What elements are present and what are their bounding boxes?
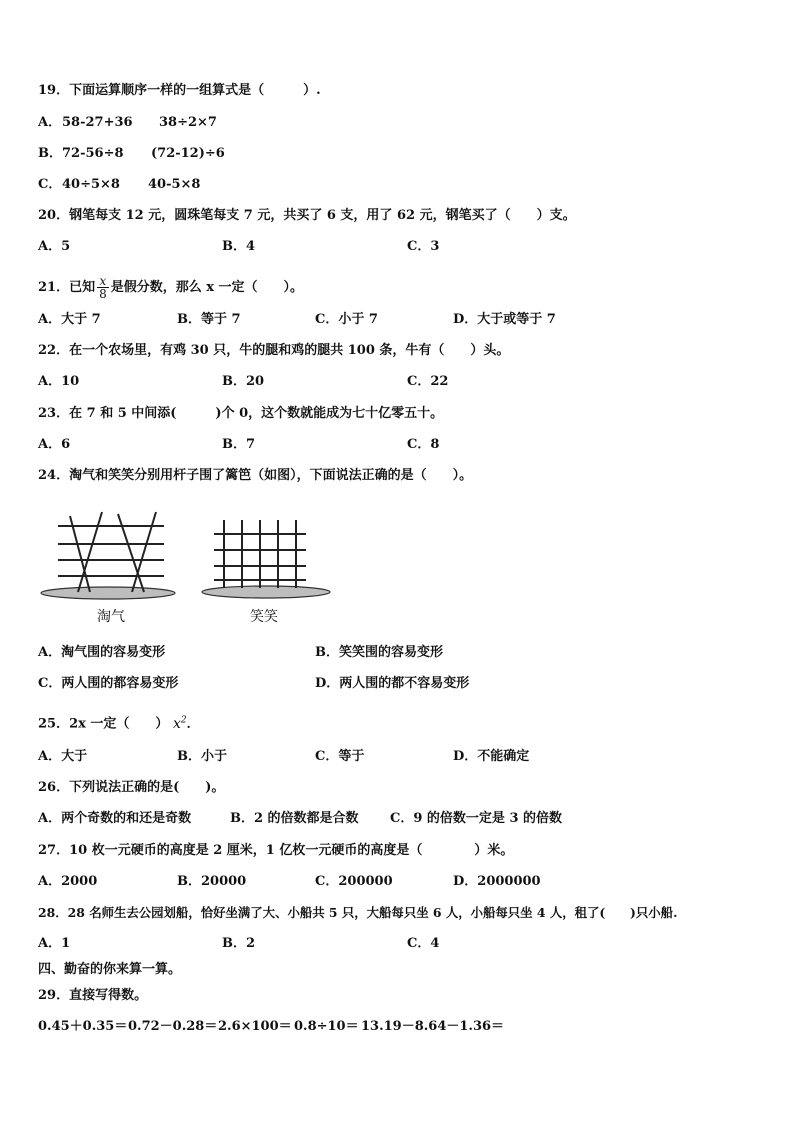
q28-option-b: B．2: [222, 936, 256, 951]
q23-stem: 23．在 7 和 5 中间添( )个 0，这个数就能成为七十亿零五十。: [38, 406, 444, 421]
q23-option-c: C．8: [407, 437, 440, 452]
fence-label-xiaoxiao: 笑笑: [250, 609, 278, 625]
fraction-numerator: x: [97, 275, 109, 288]
q20-option-a: A．5: [38, 239, 71, 254]
q21-stem: [38, 275, 303, 300]
q24-option-b: B．笑笑围的容易变形: [315, 645, 443, 660]
q22-option-b: B．20: [222, 374, 265, 389]
q28-option-a: A．1: [38, 936, 71, 951]
q24-option-c: C．两人围的都容易变形: [38, 676, 179, 691]
q22-option-c: C．22: [407, 374, 449, 389]
q25-text: 25．2x 一定（ ）: [38, 716, 169, 732]
q29-item-2: 0.72－0.28＝: [128, 1019, 218, 1034]
fence-figure-xiaoxiao: [198, 512, 334, 604]
q27-option-d: D．2000000: [453, 874, 541, 889]
q29-item-5: 13.19－8.64－1.36＝: [361, 1019, 505, 1034]
q26-option-a: A．两个奇数的和还是奇数: [38, 811, 192, 826]
q24-option-d: D．两人围的都不容易变形: [315, 676, 470, 691]
q28-option-c: C．4: [407, 936, 440, 951]
q19-option-c-expr1: 40÷5×8: [62, 177, 120, 192]
q21-option-a: A．大于 7: [38, 312, 101, 327]
q23-option-a: A．6: [38, 437, 71, 452]
q25-end: ．: [186, 716, 200, 732]
q20-stem: 20．钢笔每支 12 元，圆珠笔每支 7 元，共买了 6 支，用了 62 元，钢笔买了（ ）支。: [38, 208, 576, 223]
q24-stem: 24．淘气和笑笑分别用杆子围了篱笆（如图），下面说法正确的是（ ）。: [38, 468, 473, 483]
q19-option-a-expr1: 58-27+36: [62, 115, 133, 130]
q27-option-a: A．2000: [38, 874, 98, 889]
q23-option-b: B．7: [222, 437, 256, 452]
q25-option-d: D．不能确定: [453, 749, 530, 764]
q29-item-3: 2.6×100＝: [218, 1019, 292, 1034]
q20-option-c: C．3: [407, 239, 440, 254]
q21-option-c: C．小于 7: [315, 312, 378, 327]
q19-option-a-label: A．: [38, 115, 62, 130]
q22-option-a: A．10: [38, 374, 80, 389]
q27-option-b: B．20000: [177, 874, 247, 889]
q26-option-c: C．9 的倍数一定是 3 的倍数: [390, 811, 563, 826]
section-4-title: 四、勤奋的你来算一算。: [38, 962, 182, 977]
q19-option-c-label: C．: [38, 177, 62, 192]
q24-option-a: A．淘气围的容易变形: [38, 645, 166, 660]
q29-item-1: 0.45＋0.35＝: [38, 1019, 128, 1034]
q20-option-b: B．4: [222, 239, 256, 254]
q25-stem: [38, 711, 200, 734]
x-variable: x: [172, 715, 181, 732]
q26-stem: 26．下列说法正确的是( )。: [38, 780, 225, 795]
q27-stem: 27．10 枚一元硬币的高度是 2 厘米，1 亿枚一元硬币的高度是（ ）米。: [38, 843, 514, 858]
q21-prefix: 21．已知: [38, 280, 96, 295]
fraction-denominator: 8: [99, 287, 107, 301]
q19-option-b-label: B．: [38, 146, 62, 161]
q29-stem: 29．直接写得数。: [38, 988, 148, 1003]
exponent: 2: [180, 715, 187, 725]
q19-stem: 19．下面运算顺序一样的一组算式是（ ）.: [38, 83, 321, 98]
q19-option-a-expr2: 38÷2×7: [159, 115, 217, 130]
q29-item-4: 0.8÷10＝: [294, 1019, 359, 1034]
fraction-x-over-8: [97, 275, 109, 300]
q25-option-a: A．大于: [38, 749, 88, 764]
q25-option-c: C．等于: [315, 749, 365, 764]
q19-option-b-expr1: 72-56÷8: [62, 146, 124, 161]
q21-option-d: D．大于或等于 7: [453, 312, 556, 327]
x-squared: [173, 716, 187, 732]
q22-stem: 22．在一个农场里，有鸡 30 只，牛的腿和鸡的腿共 100 条，牛有（ ）头。: [38, 343, 510, 358]
fence-label-taoqi: 淘气: [97, 609, 125, 625]
q19-option-c-expr2: 40-5×8: [148, 177, 201, 192]
q25-option-b: B．小于: [177, 749, 227, 764]
fence-figure-taoqi: [40, 508, 180, 604]
q21-option-b: B．等于 7: [177, 312, 241, 327]
q27-option-c: C．200000: [315, 874, 393, 889]
q26-option-b: B．2 的倍数都是合数: [230, 811, 359, 826]
q19-option-b-expr2: (72-12)÷6: [151, 146, 225, 161]
q21-suffix: 是假分数，那么 x 一定（ ）。: [110, 280, 304, 295]
q28-stem: 28．28 名师生去公园划船，恰好坐满了大、小船共 5 只，大船每只坐 6 人，小船每只坐 4 人，租了( )只小船.: [38, 905, 678, 920]
